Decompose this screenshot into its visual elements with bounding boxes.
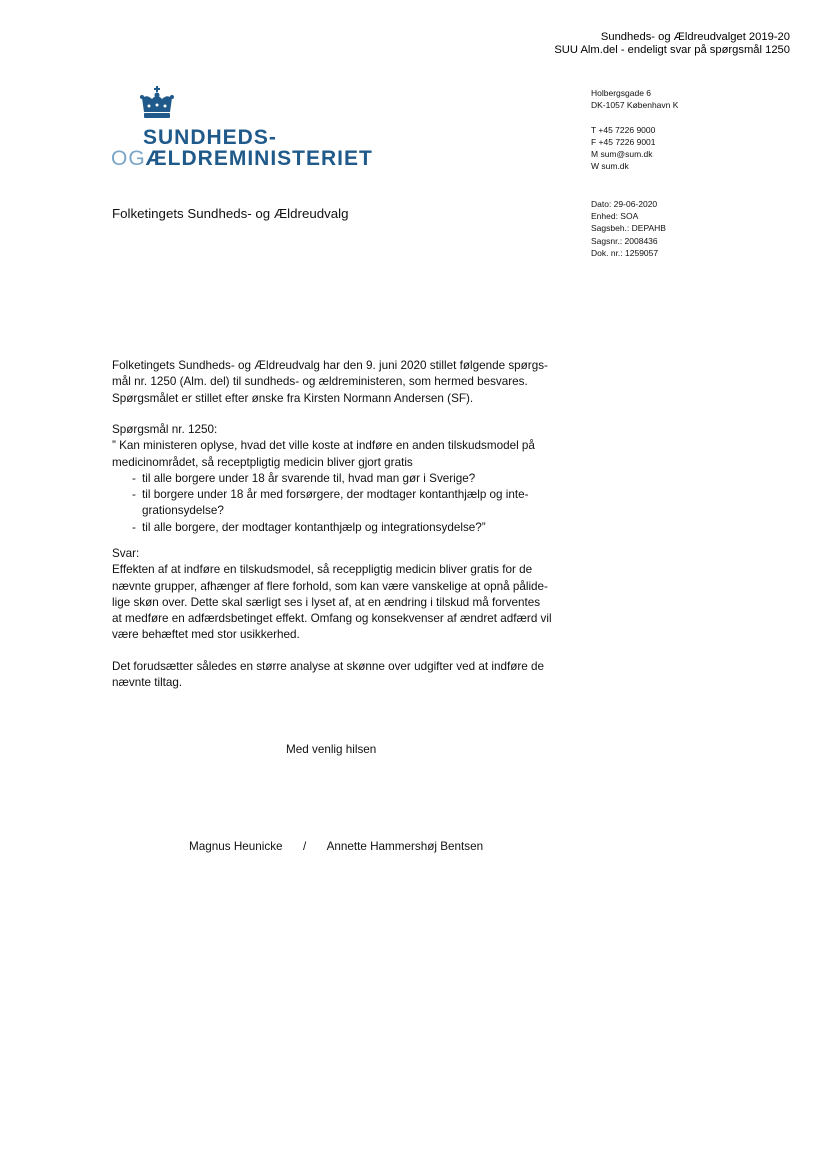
contact-block: [591, 87, 678, 173]
recipient: Folketingets Sundheds- og Ældreudvalg: [112, 206, 349, 221]
list-item: - til alle borgere, der modtager kontanthjælp og integrationsydelse?”: [112, 520, 552, 536]
signature-line: [189, 840, 483, 853]
logo-prefix: OG: [111, 147, 146, 170]
closing-greeting: Med venlig hilsen: [286, 743, 377, 756]
answer-heading: Svar:: [112, 547, 140, 560]
address-line-2: DK-1057 København K: [591, 100, 679, 111]
bullet-dash: -: [132, 471, 136, 485]
conclusion-paragraph: Det forudsætter således en større analyse at skønne over udgifter ved at indføre de nævnte tiltag.: [112, 660, 545, 690]
logo-text-line2: [111, 147, 373, 171]
caseworker-line: Sagsbeh.: DEPAHB: [591, 223, 666, 234]
logo-text-line1: SUNDHEDS-: [143, 126, 277, 149]
case-number-line: Sagsnr.: 2008436: [591, 235, 658, 246]
email-line: M sum@sum.dk: [591, 149, 653, 160]
question-section: [112, 422, 552, 536]
phone-line: T +45 7226 9000: [591, 124, 656, 135]
bullet-dash: -: [132, 488, 136, 502]
signatory-official: Annette Hammershøj Bentsen: [326, 840, 484, 853]
web-line: W sum.dk: [591, 161, 629, 172]
case-metadata: [591, 198, 666, 259]
document-header: [554, 31, 790, 56]
committee-line: Sundheds- og Ældreudvalget 2019-20: [600, 31, 790, 43]
ministry-logo: [111, 86, 373, 170]
list-item: - til alle borgere under 18 år svarende til, hvad man gør i Sverige?: [112, 471, 552, 487]
document-number-line: Dok. nr.: 1259057: [591, 247, 659, 258]
question-text: ” Kan ministeren oplyse, hvad det ville koste at indføre en anden tilskudsmodel på medicinområdet, så receptpligtig medicin bliver gjort gratis: [112, 439, 535, 469]
question-heading: Spørgsmål nr. 1250:: [112, 423, 218, 436]
signatory-minister: Magnus Heunicke: [189, 840, 283, 853]
answer-section: [112, 546, 552, 644]
question-list: [112, 471, 552, 536]
date-line: Dato: 29-06-2020: [591, 199, 658, 209]
fax-line: F +45 7226 9001: [591, 136, 656, 147]
signature-separator: /: [302, 840, 307, 853]
unit-line: Enhed: SOA: [591, 211, 639, 222]
address-line-1: Holbergsgade 6: [591, 88, 652, 98]
answer-text: Effekten af at indføre en tilskudsmodel, så receppligtig medicin bliver gratis for de nævnte grupper, afhænger af flere forhold, som kan være vanskelige at opnå pålide-lige skøn over. Dette skal særligt ses i lyset af, at en ændring i tilskud må forventes at medføre en adfærdsbetinget effekt. Omfang og konsekvenser af ændret adfærd vil være behæftet med stor usikkerhed.: [112, 563, 552, 642]
reference-line: SUU Alm.del - endeligt svar på spørgsmål 1250: [554, 43, 790, 56]
crown-icon: [139, 86, 175, 120]
list-item: - til borgere under 18 år med forsørgere, der modtager kontanthjælp og inte-grationsydelse?: [132, 488, 529, 518]
bullet-dash: -: [132, 520, 136, 534]
intro-paragraph: Folketingets Sundheds- og Ældreudvalg har den 9. juni 2020 stillet følgende spørgs-mål nr. 1250 (Alm. del) til sundheds- og ældreministeren, som hermed besvares. Spørgsmålet er stillet efter ønske fra Kirsten Normann Andersen (SF).: [112, 359, 548, 405]
logo-main-word: ÆLDREMINISTERIET: [145, 147, 373, 170]
